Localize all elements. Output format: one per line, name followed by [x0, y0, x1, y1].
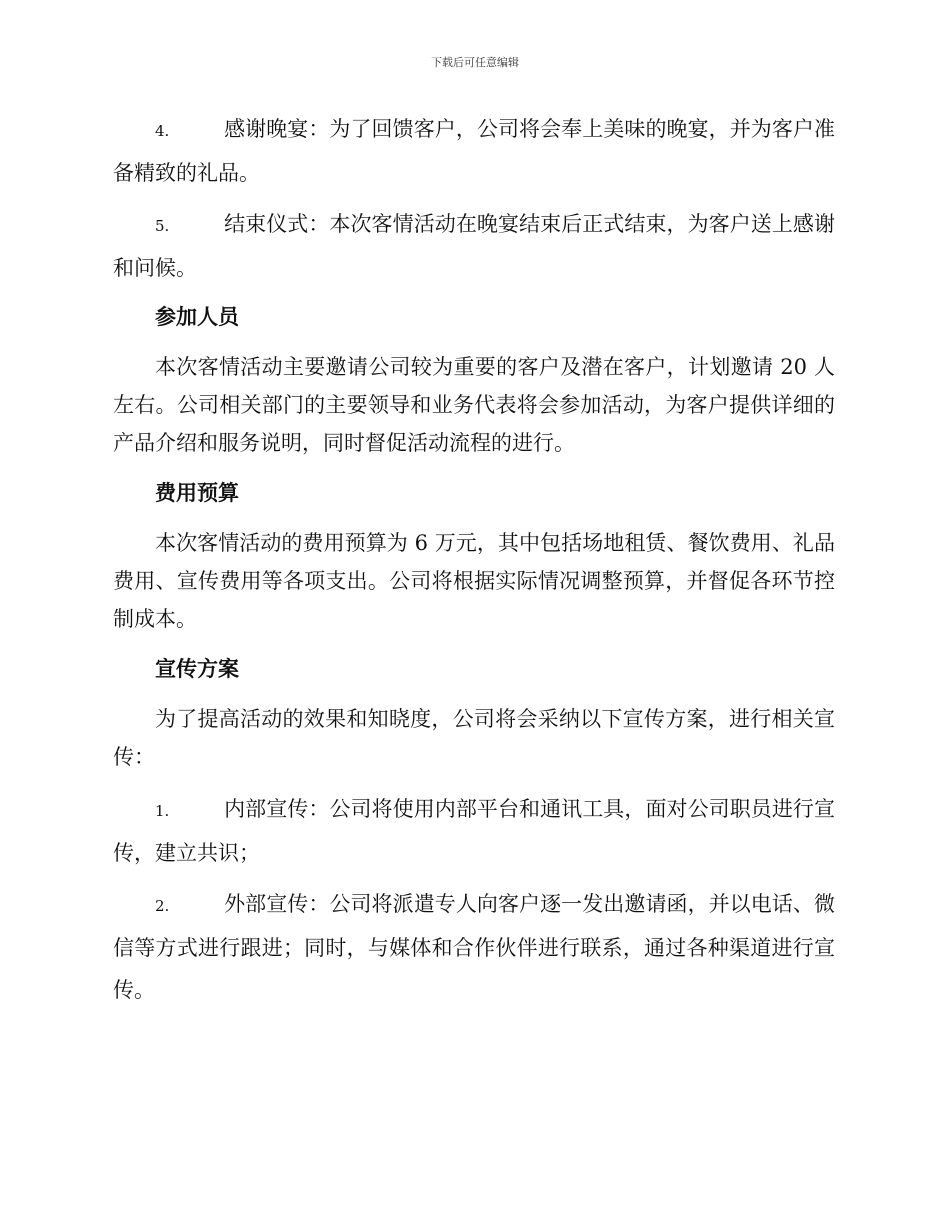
list-item-external-promotion — [113, 883, 835, 1011]
list-item-internal-promotion — [113, 788, 835, 874]
paragraph-budget: 本次客情活动的费用预算为 6 万元，其中包括场地租赁、餐饮费用、礼品费用、宣传费用等各项支出。公司将根据实际情况调整预算，并督促各环节控制成本。 — [113, 531, 835, 631]
list-item-closing-ceremony — [113, 203, 835, 289]
document-body — [113, 108, 835, 1020]
list-number: 1. — [155, 802, 170, 820]
heading-promotion: 宣传方案 — [155, 656, 239, 681]
list-item-text: 感谢晚宴：为了回馈客户，公司将会奉上美味的晚宴，并为客户准备精致的礼品。 — [113, 117, 835, 185]
heading-budget: 费用预算 — [155, 480, 239, 505]
list-number: 4. — [155, 122, 170, 140]
list-number: 5. — [155, 217, 170, 235]
list-item-text: 结束仪式：本次客情活动在晚宴结束后正式结束，为客户送上感谢和问候。 — [113, 212, 835, 280]
list-number: 2. — [155, 897, 170, 915]
list-item-text: 内部宣传：公司将使用内部平台和通讯工具，面对公司职员进行宣传，建立共识； — [113, 797, 835, 865]
paragraph-promotion: 为了提高活动的效果和知晓度，公司将会采纳以下宣传方案，进行相关宣传： — [113, 707, 835, 769]
list-item-text: 外部宣传：公司将派遣专人向客户逐一发出邀请函，并以电话、微信等方式进行跟进；同时，与媒体和合作伙伴进行联系，通过各种渠道进行宣传。 — [113, 892, 835, 1002]
list-item-thank-you-dinner — [113, 108, 835, 194]
paragraph-participants: 本次客情活动主要邀请公司较为重要的客户及潜在客户，计划邀请 20 人左右。公司相关部门的主要领导和业务代表将会参加活动，为客户提供详细的产品介绍和服务说明，同时督促活动流程的进行。 — [113, 355, 835, 455]
heading-participants: 参加人员 — [155, 304, 239, 329]
page-header: 下载后可任意编辑 — [431, 56, 519, 69]
